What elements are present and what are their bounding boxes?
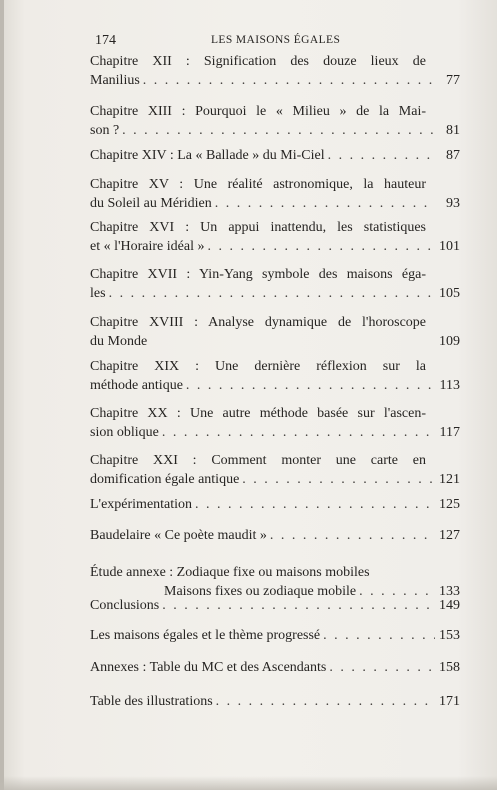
toc-entry-chapitre-xviii[interactable] <box>90 313 460 351</box>
toc-entry-title-continued: domification égale antique <box>90 472 240 487</box>
toc-page-number: 158 <box>439 660 460 675</box>
toc-entry-title: Annexes : Table du MC et des Ascendants <box>90 660 327 675</box>
toc-page-number: 125 <box>439 497 460 512</box>
toc-entry-title-continued: sion oblique <box>90 425 159 440</box>
toc-entry-title-continued: méthode antique <box>90 378 183 393</box>
toc-page-number: 93 <box>446 196 460 211</box>
toc-entry-chapitre-xx[interactable] <box>90 404 460 442</box>
toc-page-number: 121 <box>439 472 460 487</box>
toc-page-number: 153 <box>439 628 460 643</box>
leader-dots <box>162 596 435 615</box>
leader-dots <box>186 376 435 395</box>
page-bottom-shadow <box>0 776 497 790</box>
leader-dots <box>195 495 435 514</box>
toc-page-number: 117 <box>439 425 460 440</box>
toc-entry-title-continued: les <box>90 286 106 301</box>
toc-entry-title: Chapitre XVII : Yin-Yang symbole des maisons éga- <box>90 267 426 282</box>
leader-dots <box>143 71 435 90</box>
leader-dots <box>216 692 435 711</box>
toc-entry-chapitre-xv[interactable] <box>90 175 460 213</box>
toc-entry-title: Table des illustrations <box>90 694 213 709</box>
toc-page-number: 113 <box>439 378 460 393</box>
toc-page-number: 133 <box>439 584 460 599</box>
toc-entry-experimentation[interactable] <box>90 495 460 514</box>
toc-entry-title: Les maisons égales et le thème progressé <box>90 628 321 643</box>
toc-entry-title: Conclusions <box>90 598 160 613</box>
toc-entry-title: Chapitre XVI : Un appui inattendu, les statistiques <box>90 220 426 235</box>
toc-entry-title: Chapitre XVIII : Analyse dynamique de l'horoscope <box>90 315 426 330</box>
toc-entry-chapitre-xvi[interactable] <box>90 218 460 256</box>
toc-entry-title: Chapitre XX : Une autre méthode basée sur l'ascen- <box>90 406 426 421</box>
toc-entry-title: Baudelaire « Ce poète maudit » <box>90 528 267 543</box>
toc-entry-title: Chapitre XV : Une réalité astronomique, la hauteur <box>90 177 426 192</box>
leader-dots <box>270 526 435 545</box>
toc-entry-title: Chapitre XXI : Comment monter une carte en <box>90 453 426 468</box>
toc-entry-title: Chapitre XII : Signification des douze lieux de <box>90 54 426 69</box>
toc-entry-baudelaire[interactable] <box>90 526 460 545</box>
toc-entry-title-continued: Maisons fixes ou zodiaque mobile <box>164 584 357 599</box>
toc-entry-conclusions[interactable] <box>90 596 460 615</box>
toc-entry-annexes[interactable] <box>90 658 460 677</box>
toc-entry-maisons-egales[interactable] <box>90 626 460 645</box>
toc-page-number: 101 <box>439 239 460 254</box>
leader-dots <box>242 470 435 489</box>
toc-entry-chapitre-xiii[interactable] <box>90 102 460 140</box>
leader-dots <box>162 423 435 442</box>
page-number: 174 <box>95 33 116 48</box>
toc-page-number: 81 <box>446 123 460 138</box>
toc-entry-chapitre-xxi[interactable] <box>90 451 460 489</box>
leader-dots <box>328 146 435 165</box>
toc-entry-title-continued: et « l'Horaire idéal » <box>90 239 205 254</box>
leader-dots <box>323 626 435 645</box>
toc-entry-chapitre-xiv[interactable] <box>90 146 460 165</box>
leader-dots <box>109 284 435 303</box>
toc-entry-chapitre-xix[interactable] <box>90 357 460 395</box>
toc-page-number: 109 <box>439 334 460 349</box>
leader-space <box>150 332 435 351</box>
toc-page-number: 171 <box>439 694 460 709</box>
toc-page-number: 105 <box>439 286 460 301</box>
toc-entry-title-continued: son ? <box>90 123 120 138</box>
toc-page-number: 77 <box>446 73 460 88</box>
toc-page-number: 87 <box>446 148 460 163</box>
toc-page-number: 149 <box>439 598 460 613</box>
running-title: LES MAISONS ÉGALES <box>211 34 341 46</box>
leader-dots <box>215 194 435 213</box>
toc-entry-table-des-illustrations[interactable] <box>90 692 460 711</box>
toc-entry-title: Chapitre XIV : La « Ballade » du Mi-Ciel <box>90 148 325 163</box>
toc-page-number: 127 <box>439 528 460 543</box>
leader-dots <box>122 121 435 140</box>
toc-entry-title: Chapitre XIX : Une dernière réflexion sur la <box>90 359 426 374</box>
toc-entry-title: Étude annexe : Zodiaque fixe ou maisons mobiles <box>90 565 370 580</box>
leader-dots <box>207 237 435 256</box>
toc-entry-chapitre-xvii[interactable] <box>90 265 460 303</box>
leader-dots <box>329 658 435 677</box>
toc-entry-title: Chapitre XIII : Pourquoi le « Milieu » de la Mai- <box>90 104 426 119</box>
toc-entry-title: L'expérimentation <box>90 497 193 512</box>
toc-entry-title-continued: du Monde <box>90 334 148 349</box>
toc-entry-title-continued: Manilius <box>90 73 140 88</box>
toc-entry-chapitre-xii[interactable] <box>90 52 460 90</box>
toc-entry-title-continued: du Soleil au Méridien <box>90 196 212 211</box>
